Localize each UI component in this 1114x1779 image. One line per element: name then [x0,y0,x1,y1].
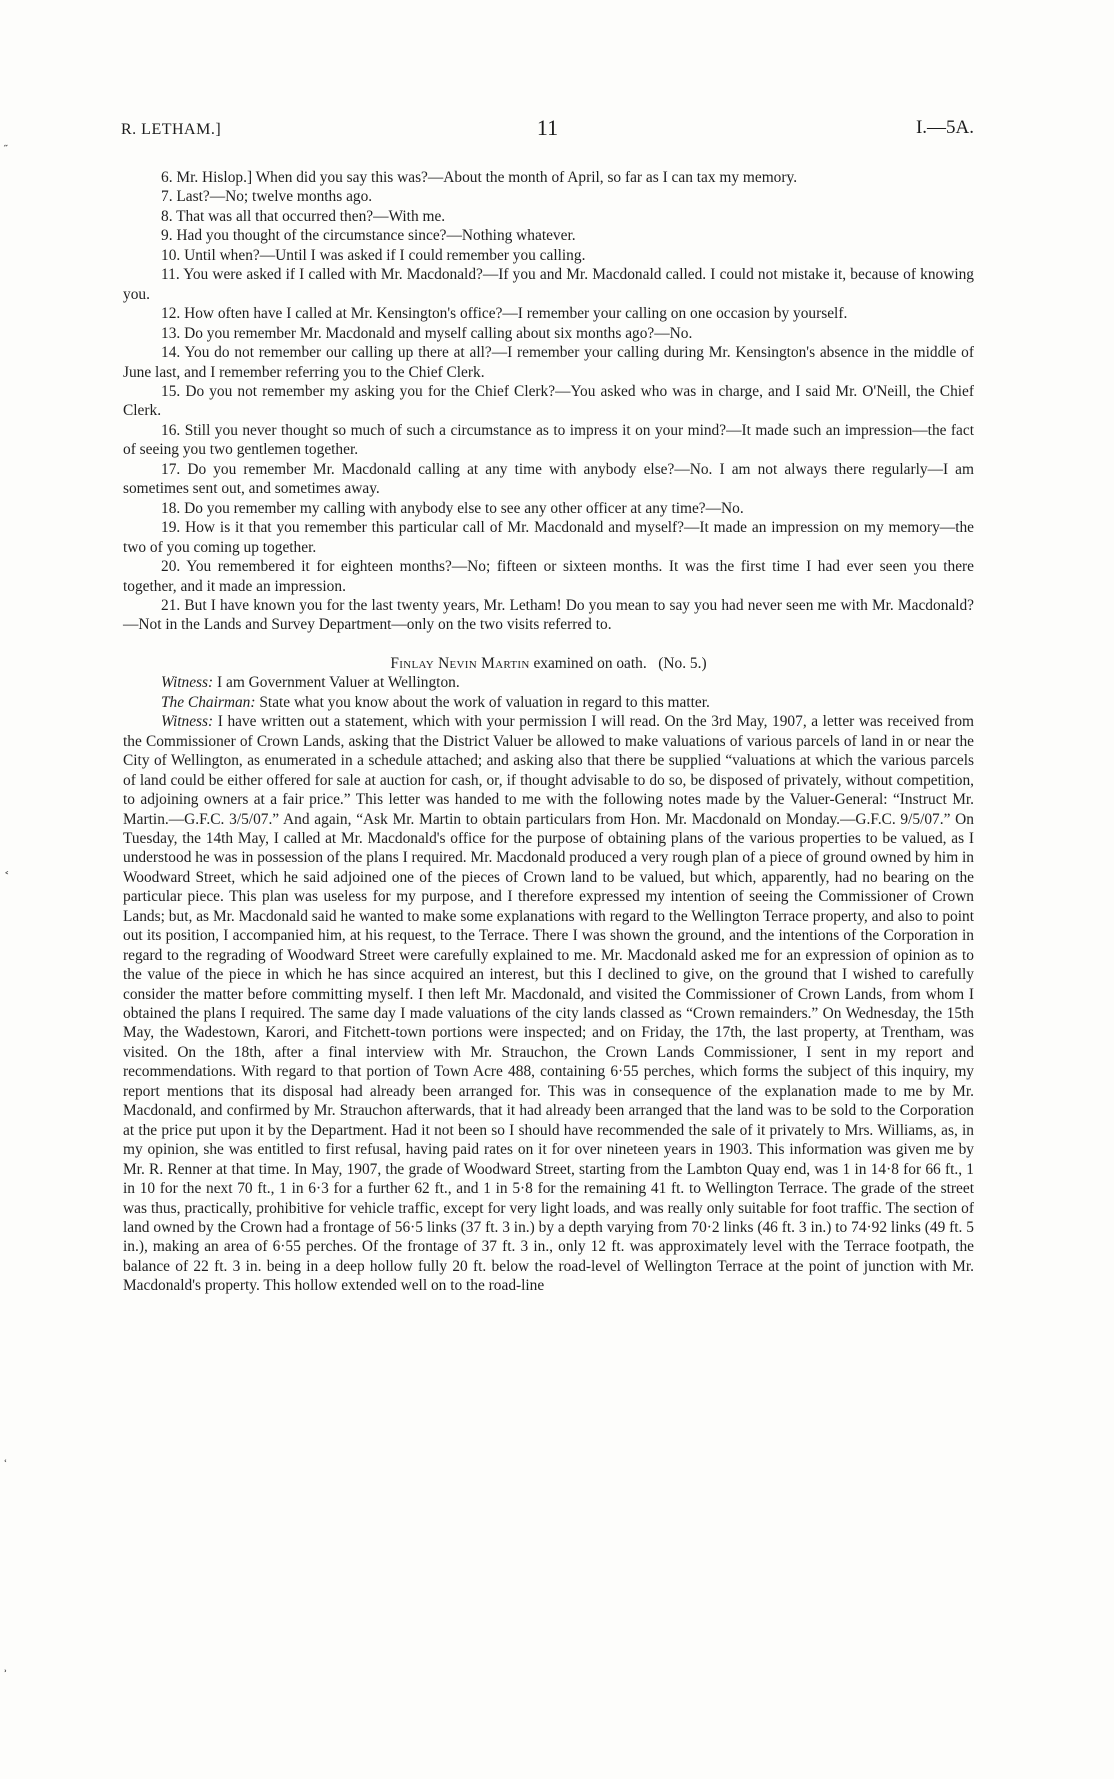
witness-section-heading [123,654,974,673]
speaker-label: The Chairman: [161,693,256,711]
qa-paragraph: 14. You do not remember our calling up there at all?—I remember your calling during Mr. Kensington's absence in the middle of June last, and I remember referring you to the Chief Clerk. [123,344,974,381]
speech-text: State what you know about the work of valuation in regard to this matter. [259,693,710,711]
margin-mark: ˂ [4,870,10,883]
witness-name: Finlay Nevin Martin [390,654,530,672]
speech-text: I have written out a statement, which with your permission I will read. On the 3rd May, 1907, a letter was received from the Commissioner of Crown Lands, asking that the District Valuer be allowed to make valuations of various parcels of land in or near the City of Wellington, as enumerated in a schedule attached; and asking also that there be supplied “valuations at which the various parcels of land could be either offered for sale at auction for cash, or, if thought advisable to do so, be disposed of privately, without competition, to adjoining owners at a fair price.” This letter was handed to me with the following notes made by the Valuer-General: “Instruct Mr. Martin.—G.F.C. 3/5/07.” And again, “Ask Mr. Martin to obtain particulars from Hon. Mr. Macdonald on Monday.—G.F.C. 9/5/07.” On Tuesday, the 14th May, I called at Mr. Macdonald's office for the purpose of obtaining plans of the various properties to be valued, as I understood he was in possession of the plans I required. Mr. Macdonald produced a very rough plan of a piece of ground owned by him in Woodward Street, which he said adjoined one of the pieces of Crown land to be valued, but which, apparently, had no bearing on the particular piece. This plan was useless for my purpose, and I therefore expressed my intention of seeing the Commissioner of Crown Lands; but, as Mr. Macdonald said he wanted to make some explanations with regard to the Wellington Terrace property, and also to point out its position, I accompanied him, at his request, to the Terrace. There I was shown the ground, and the intentions of the Corporation in regard to the regrading of Woodward Street were carefully explained to me. Mr. Macdonald asked me for an expression of opinion as to the value of the piece in which he has since acquired an interest, but this I declined to give, on the ground that I wished to carefully consider the matter before committing myself. I then left Mr. Macdonald, and visited the Commissioner of Crown Lands, from whom I obtained the plans I required. The same day I made valuations of the city lands classed as “Crown remainders.” On Wednesday, the 15th May, the Wadestown, Karori, and Fitchett-town portions were inspected; and on Friday, the 17th, the last property, at Trentham, was visited. On the 18th, after a final interview with Mr. Strauchon, the Crown Lands Commissioner, I sent in my report and recommendations. With regard to that portion of Town Acre 488, containing 6·55 perches, which forms the subject of this inquiry, my report mentions that its disposal had already been arranged for. This was in consequence of the explanation made to me by Mr. Macdonald, and confirmed by Mr. Strauchon afterwards, that it had already been arranged that the land was to be sold to the Corporation at the price put upon it by the Department. Had it not been so I should have recommended the sale of it privately to Mrs. Williams, as, in my opinion, she was entitled to first refusal, having paid rates on it for over nineteen years in 1903. This information was given me by Mr. R. Renner at that time. In May, 1907, the grade of Woodward Street, starting from the Lambton Quay end, was 1 in 14·8 for 66 ft., 1 in 10 for the next 70 ft., 1 in 6·3 for a further 62 ft., and 1 in 5·8 for the remaining 41 ft. to Wellington Terrace. The grade of the street was thus, practically, prohibitive for vehicle traffic, except for very light loads, and was really only suitable for foot traffic. The section of land owned by the Crown had a frontage of 56·5 links (37 ft. 3 in.) by a depth varying from 70·2 links (46 ft. 3 in.) to 74·92 links (49 ft. 5 in.), making an area of 6·55 perches. Of the frontage of 37 ft. 3 in., only 12 ft. was approximately level with the Terrace footpath, the balance of 22 ft. 3 in. being in a deep hollow fully 20 ft. below the road-level of Wellington Terrace at the point of junction with Mr. Macdonald's property. This hollow extended well on to the road-line [123,713,974,1295]
qa-paragraph: 18. Do you remember my calling with anybody else to see any other officer at any time?—No. [161,499,744,517]
speaker-label: Witness: [161,713,214,731]
witness-intro-paragraph [123,673,974,692]
page-number: 11 [536,115,559,140]
speech-text: I am Government Valuer at Wellington. [217,674,460,692]
qa-paragraph: 13. Do you remember Mr. Macdonald and myself calling about six months ago?—No. [161,324,693,342]
qa-paragraph: 12. How often have I called at Mr. Kensington's office?—I remember your calling on one occasion by yourself. [161,305,848,323]
qa-paragraph: 20. You remembered it for eighteen months?—No; fifteen or sixteen months. It was the first time I had ever seen you there together, and it made an impression. [123,558,974,595]
margin-mark: ˒ [4,1665,8,1678]
witness-number: (No. 5.) [658,654,707,672]
running-head-witness: R. LETHAM.] [121,121,222,138]
qa-paragraph: 7. Last?—No; twelve months ago. [161,188,373,206]
qa-paragraph: 19. How is it that you remember this particular call of Mr. Macdonald and myself?—It made an impression on my memory—the two of you coming up together. [123,519,974,556]
heading-text: examined on oath. [533,654,647,672]
page-header [121,117,974,145]
qa-paragraph: 16. Still you never thought so much of such a circumstance as to impress it on your mind?—It made such an impression—the fact of seeing you two gentlemen together. [123,421,974,459]
qa-paragraph: 17. Do you remember Mr. Macdonald calling at any time with anybody else?—No. I am not always there regularly—I am sometimes sent out, and sometimes away. [123,460,974,498]
speaker-label: Witness: [161,674,214,692]
qa-paragraph: 15. Do you not remember my asking you for the Chief Clerk?—You asked who was in charge, and I said Mr. O'Neill, the Chief Clerk. [123,382,974,420]
qa-paragraph: 11. You were asked if I called with Mr. Macdonald?—If you and Mr. Macdonald called. I could not mistake it, because of knowing you. [123,266,974,303]
margin-mark: ˓ [4,1455,8,1468]
qa-paragraph: 6. Mr. Hislop.] When did you say this was?—About the month of April, so far as I can tax my memory. [161,169,798,186]
page-body [123,168,974,1296]
qa-paragraph: 21. But I have known you for the last twenty years, Mr. Letham! Do you mean to say you had never seen me with Mr. Macdonald?—Not in the Lands and Survey Department—only on the two visits referred to. [123,596,974,634]
document-reference: I.—5A. [915,117,974,138]
qa-paragraph: 9. Had you thought of the circumstance since?—Nothing whatever. [161,227,576,245]
chairman-paragraph [123,693,974,712]
qa-paragraph: 10. Until when?—Until I was asked if I could remember you calling. [161,246,586,264]
margin-mark: ˶ [4,138,8,151]
qa-paragraph: 8. That was all that occurred then?—With me. [161,207,446,225]
witness-statement-paragraph [123,712,974,1296]
